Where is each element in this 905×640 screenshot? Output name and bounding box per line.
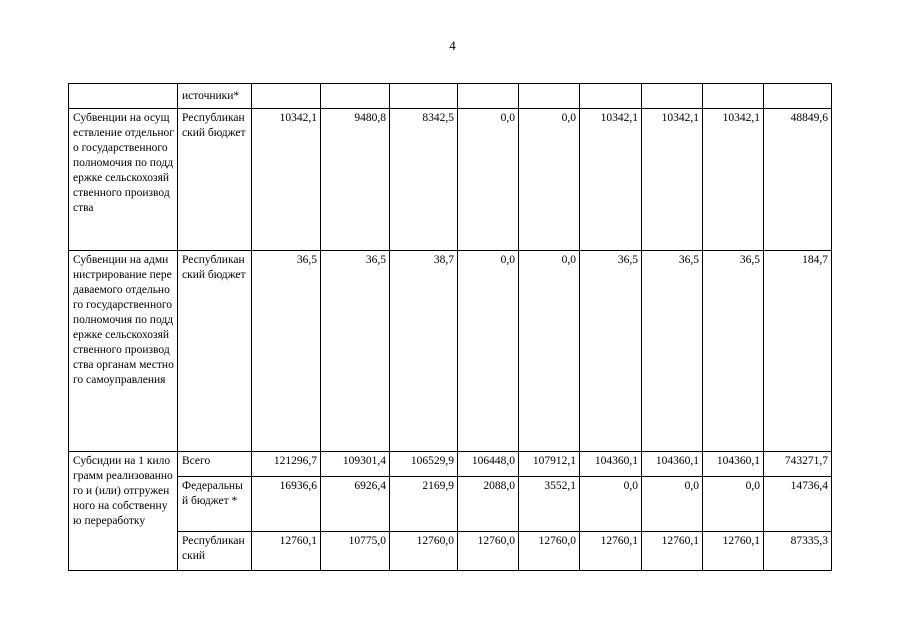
value-cell: 12760,0 [458,532,519,571]
value-cell: 48849,6 [764,109,832,251]
value-cell: 106529,9 [390,452,458,477]
value-cell [580,84,642,109]
value-cell [703,84,764,109]
value-cell [458,84,519,109]
value-cell: 12760,1 [580,532,642,571]
value-cell: 121296,7 [252,452,321,477]
value-cell: 9480,8 [321,109,390,251]
value-cell: 2169,9 [390,477,458,532]
table-row-continuation [69,84,832,109]
program-name-cell: Субсидии на 1 килограмм реализованного и (или) отгруженного на собственную переработку [69,452,178,571]
value-cell: 36,5 [252,251,321,452]
table-row [69,251,832,452]
value-cell: 107912,1 [519,452,580,477]
value-cell [252,84,321,109]
value-cell: 743271,7 [764,452,832,477]
program-name-cell: Субвенции на осуществление отдельного государственного полномочия по поддержке сельскохозяйственного производства [69,109,178,251]
value-cell: 104360,1 [642,452,703,477]
funding-source-cell: Республиканский бюджет [178,109,252,251]
value-cell: 8342,5 [390,109,458,251]
table-row [69,452,832,477]
value-cell: 3552,1 [519,477,580,532]
funding-source-cell: Всего [178,452,252,477]
value-cell: 104360,1 [580,452,642,477]
value-cell: 104360,1 [703,452,764,477]
value-cell: 10342,1 [580,109,642,251]
value-cell: 0,0 [580,477,642,532]
value-cell: 36,5 [642,251,703,452]
funding-source-cell: Республиканский бюджет [178,251,252,452]
value-cell: 6926,4 [321,477,390,532]
table-row [69,109,832,251]
value-cell: 0,0 [458,109,519,251]
value-cell: 12760,1 [703,532,764,571]
value-cell: 12760,1 [252,532,321,571]
value-cell [519,84,580,109]
value-cell [321,84,390,109]
funding-source-cell: Республиканский [178,532,252,571]
value-cell: 38,7 [390,251,458,452]
value-cell: 10342,1 [252,109,321,251]
value-cell: 12760,0 [519,532,580,571]
value-cell [642,84,703,109]
budget-table [68,83,832,571]
value-cell [390,84,458,109]
funding-source-cell: источники* [178,84,252,109]
program-name-cell [69,84,178,109]
value-cell [764,84,832,109]
value-cell: 2088,0 [458,477,519,532]
value-cell: 109301,4 [321,452,390,477]
value-cell: 0,0 [642,477,703,532]
value-cell: 0,0 [458,251,519,452]
program-name-cell: Субвенции на администрирование передаваемого отдельного государственного полномочия по поддержке сельскохозяйственного производства органам местного самоуправления [69,251,178,452]
table-row [69,477,832,532]
value-cell: 12760,1 [642,532,703,571]
value-cell: 0,0 [703,477,764,532]
value-cell: 36,5 [321,251,390,452]
value-cell: 10342,1 [642,109,703,251]
value-cell: 14736,4 [764,477,832,532]
value-cell: 0,0 [519,251,580,452]
value-cell: 184,7 [764,251,832,452]
page-number: 4 [449,38,456,53]
value-cell: 106448,0 [458,452,519,477]
value-cell: 0,0 [519,109,580,251]
value-cell: 87335,3 [764,532,832,571]
table-row [69,532,832,571]
value-cell: 12760,0 [390,532,458,571]
value-cell: 10775,0 [321,532,390,571]
value-cell: 36,5 [703,251,764,452]
funding-source-cell: Федеральный бюджет * [178,477,252,532]
value-cell: 16936,6 [252,477,321,532]
value-cell: 10342,1 [703,109,764,251]
value-cell: 36,5 [580,251,642,452]
